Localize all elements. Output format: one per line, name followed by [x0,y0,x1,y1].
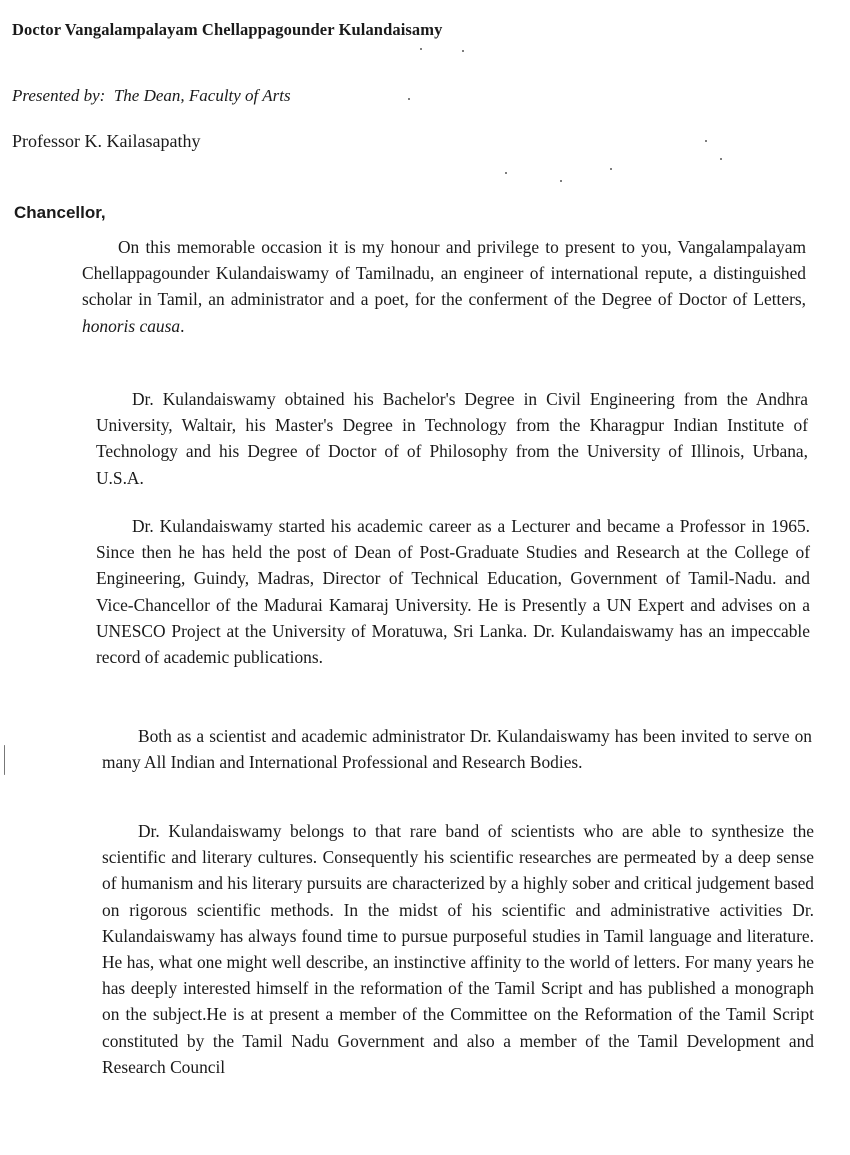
paragraph-1 [82,234,806,339]
paragraph-5: Dr. Kulandaiswamy belongs to that rare band of scientists who are able to synthesize the scientific and literary cultures. Consequently his scientific researches are permeated by a deep sense of humanism and his literary pursuits are characterized by a highly sober and critical judgement based on rigorous scientific methods. In the midst of his scientific and administrative activities Dr. Kulandaiswamy has always found time to pursue purposeful studies in Tamil language and literature. He has, what one might well describe, an instinctive affinity to the world of letters. For many years he has deeply interested himself in the reformation of the Tamil Script and has published a monograph on the subject.He is at present a member of the Committee on the Reformation of the Tamil Script constituted by the Tamil Nadu Government and also a member of the Tamil Development and Research Council [102,821,814,1077]
honoris-causa: honoris causa [82,315,181,336]
scan-speck [408,98,410,100]
presented-by-value: The Dean, Faculty of Arts [113,86,291,105]
paragraph-2: Dr. Kulandaiswamy obtained his Bachelor's Degree in Civil Engineering from the Andhra University, Waltair, his Master's Degree in Technology from the Kharagpur Indian Institute of Technology and his Degree of Doctor of of Philosophy from the University of Illinois, Urbana, U.S.A. [96,389,808,488]
paragraph-1-end: . [180,315,185,336]
scan-edge-mark [4,745,5,775]
scan-speck [505,172,507,174]
paragraph-3: Dr. Kulandaiswamy started his academic career as a Lecturer and became a Professor in 1965. Since then he has held the post of Dean of Post-Graduate Studies and Research at the College of Engineering, Guindy, Madras, Director of Technical Education, Government of Tamil-Nadu. and Vice-Chancellor of the Madurai Kamaraj University. He is Presently a UN Expert and advises on a UNESCO Project at the University of Moratuwa, Sri Lanka. Dr. Kulandaiswamy has an impeccable record of academic publications. [96,516,810,668]
scan-speck [462,50,464,52]
salutation: Chancellor, [14,203,106,222]
paragraph-1-text: On this memorable occasion it is my honour and privilege to present to you, Vangalampalayam Chellappagounder Kulandaiswamy of Tamilnadu, an engineer of international repute, a distinguished scholar in Tamil, an administrator and a poet, for the conferment of the Degree of Doctor of Letters, [82,237,806,310]
document-title: Doctor Vangalampalayam Chellappagounder Kulandaisamy [12,20,443,39]
paragraph-4: Both as a scientist and academic administrator Dr. Kulandaiswamy has been invited to serve on many All Indian and International Professional and Research Bodies. [102,726,812,773]
scan-speck [610,168,612,170]
scan-speck [720,158,722,160]
scan-speck [420,48,422,50]
scan-speck [560,180,562,182]
presented-by-label: Presented by: [12,86,106,105]
presenter-name: Professor K. Kailasapathy [12,131,201,151]
presented-by-line [12,86,291,106]
scan-speck [705,140,707,142]
